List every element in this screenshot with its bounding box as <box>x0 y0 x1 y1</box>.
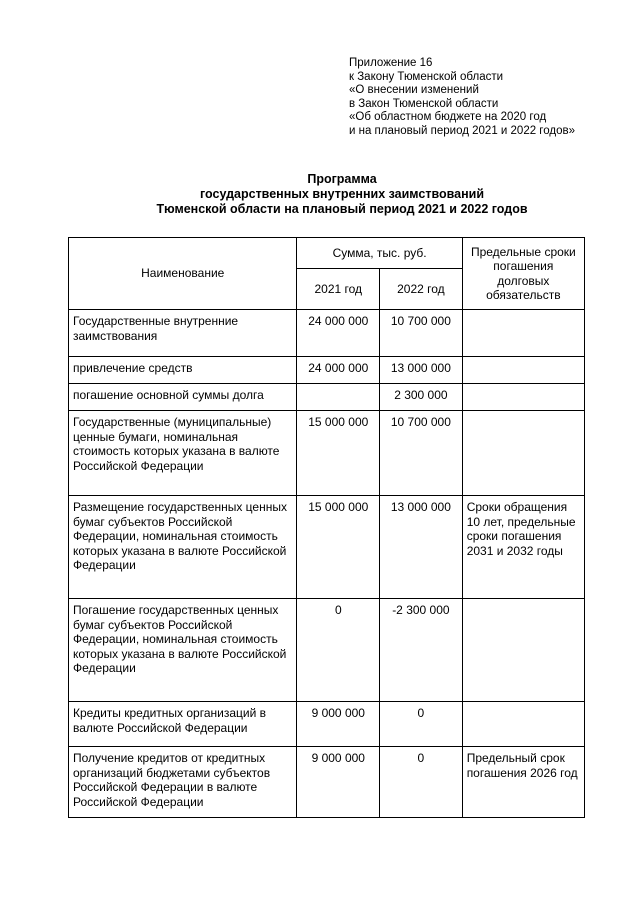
row-name-cell: привлечение средств <box>69 357 297 384</box>
row-name-cell: погашение основной суммы долга <box>69 384 297 411</box>
row-2021-cell: 0 <box>297 599 380 702</box>
header-sum: Сумма, тыс. руб. <box>297 238 462 269</box>
document-title <box>0 172 640 217</box>
row-name-cell: Государственные (муниципальные) ценные бумаги, номинальная стоимость которых указана в валюте Российской Федерации <box>69 411 297 496</box>
annex-line: в Закон Тюменской области <box>349 97 499 110</box>
header-term: Предельные сроки погашения долговых обязательств <box>462 238 584 310</box>
row-2022-cell: 2 300 000 <box>380 384 463 411</box>
row-term-cell <box>462 357 584 384</box>
row-2021-cell <box>297 384 380 411</box>
table-row <box>69 411 585 496</box>
table-row <box>69 702 585 747</box>
row-2022-cell: 13 000 000 <box>380 357 463 384</box>
title-line: Тюменской области на плановый период 2021 и 2022 годов <box>156 202 528 216</box>
header-row <box>69 238 585 269</box>
table-row <box>69 599 585 702</box>
row-name-cell: Государственные внутренние заимствования <box>69 310 297 357</box>
row-2022-cell: 13 000 000 <box>380 496 463 599</box>
row-2021-cell: 9 000 000 <box>297 747 380 818</box>
title-line: государственных внутренних заимствований <box>199 187 484 201</box>
header-year-2021: 2021 год <box>297 269 380 310</box>
row-name-cell: Размещение государственных ценных бумаг субъектов Российской Федерации, номинальная стоимость которых указана в валюте Российской Федерации <box>69 496 297 599</box>
row-2022-cell: 0 <box>380 702 463 747</box>
row-term-cell: Сроки обращения 10 лет, предельные сроки погашения 2031 и 2032 годы <box>462 496 584 599</box>
annex-header <box>349 57 575 139</box>
row-name-cell: Погашение государственных ценных бумаг субъектов Российской Федерации, номинальная стоимость которых указана в валюте Российской Федерации <box>69 599 297 702</box>
row-name-cell: Получение кредитов от кредитных организаций бюджетами субъектов Российской Федерации в валюте Российской Федерации <box>69 747 297 818</box>
row-term-cell <box>462 310 584 357</box>
row-2022-cell: 10 700 000 <box>380 411 463 496</box>
row-term-cell <box>462 599 584 702</box>
annex-line: Приложение 16 <box>349 57 433 69</box>
row-2021-cell: 15 000 000 <box>297 411 380 496</box>
title-line: Программа <box>307 172 377 186</box>
row-2021-cell: 24 000 000 <box>297 357 380 384</box>
row-term-cell: Предельный срок погашения 2026 год <box>462 747 584 818</box>
table-row <box>69 310 585 357</box>
borrowing-program-table <box>68 237 585 818</box>
table-body <box>69 310 585 818</box>
annex-line: «Об областном бюджете на 2020 год <box>349 111 547 124</box>
row-2021-cell: 9 000 000 <box>297 702 380 747</box>
row-name-cell: Кредиты кредитных организаций в валюте Российской Федерации <box>69 702 297 747</box>
row-2021-cell: 24 000 000 <box>297 310 380 357</box>
header-year-2022: 2022 год <box>380 269 463 310</box>
row-2022-cell: 0 <box>380 747 463 818</box>
row-term-cell <box>462 384 584 411</box>
annex-line: «О внесении изменений <box>349 84 479 97</box>
row-2022-cell: -2 300 000 <box>380 599 463 702</box>
row-term-cell <box>462 411 584 496</box>
row-2022-cell: 10 700 000 <box>380 310 463 357</box>
row-term-cell <box>462 702 584 747</box>
header-name: Наименование <box>69 238 297 310</box>
table-row <box>69 747 585 818</box>
table-row <box>69 357 585 384</box>
table-row <box>69 496 585 599</box>
row-2021-cell: 15 000 000 <box>297 496 380 599</box>
annex-line: к Закону Тюменской области <box>349 70 504 83</box>
table-row <box>69 384 585 411</box>
annex-line: и на плановый период 2021 и 2022 годов» <box>349 124 575 137</box>
